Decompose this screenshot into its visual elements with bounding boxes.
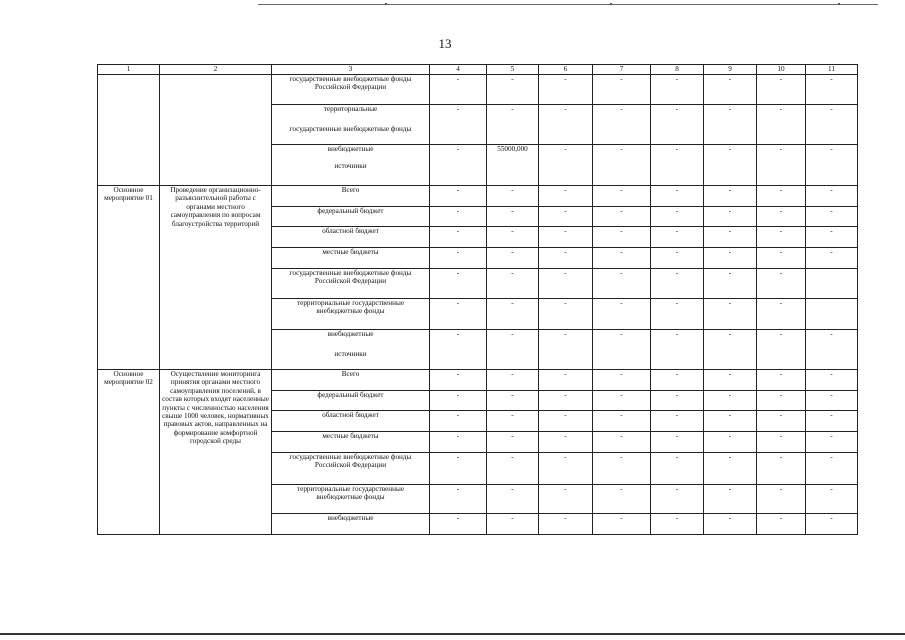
amount-cell: -: [430, 269, 487, 299]
amount-cell: -: [704, 370, 757, 391]
funding-source: государственные внебюджетные фонды Российской Федерации: [272, 75, 430, 105]
scan-dot: [385, 3, 387, 5]
amount-cell: -: [487, 432, 539, 453]
column-header: 5: [487, 65, 539, 75]
amount-cell: -: [430, 391, 487, 411]
amount-cell: -: [704, 227, 757, 248]
amount-cell: -: [704, 453, 757, 485]
funding-source: [272, 105, 430, 145]
scan-dot: [838, 3, 840, 5]
amount-cell: -: [704, 269, 757, 299]
budget-table: [97, 64, 858, 535]
amount-cell: -: [704, 411, 757, 432]
amount-cell: -: [651, 248, 704, 269]
funding-source: территориальные государственные внебюджетные фонды: [272, 485, 430, 514]
column-header: 6: [539, 65, 593, 75]
funding-source-line: внебюджетные: [327, 330, 374, 338]
amount-cell: -: [593, 330, 651, 370]
amount-cell: -: [539, 186, 593, 207]
amount-cell: -: [651, 453, 704, 485]
amount-cell: [806, 269, 858, 299]
amount-cell: -: [806, 485, 858, 514]
amount-cell: -: [806, 227, 858, 248]
column-header: 10: [757, 65, 806, 75]
amount-cell: -: [704, 432, 757, 453]
amount-cell: -: [651, 370, 704, 391]
amount-cell: -: [806, 432, 858, 453]
amount-cell: -: [487, 514, 539, 535]
amount-cell: -: [539, 269, 593, 299]
page-number: 13: [438, 36, 452, 51]
amount-cell: -: [539, 227, 593, 248]
amount-cell: -: [651, 207, 704, 227]
amount-cell: -: [539, 330, 593, 370]
column-header: 9: [704, 65, 757, 75]
column-header: 3: [272, 65, 430, 75]
funding-source: Всего: [272, 186, 430, 207]
amount-cell: -: [651, 391, 704, 411]
amount-cell: -: [487, 105, 539, 145]
amount-cell: -: [704, 299, 757, 330]
amount-cell: -: [757, 330, 806, 370]
column-header: 1: [98, 65, 160, 75]
funding-source-line: территориальные: [323, 105, 378, 113]
amount-cell: -: [806, 207, 858, 227]
amount-cell: -: [704, 514, 757, 535]
funding-source: федеральный бюджет: [272, 207, 430, 227]
amount-cell: -: [806, 411, 858, 432]
funding-source: внебюджетные: [272, 514, 430, 535]
amount-cell: -: [539, 75, 593, 105]
measure-name: Осуществление мониторинга принятия органами местного самоуправления поселений, в состав которых входят населенные пункты с численностью населения свыше 1000 человек, нормативных правовых актов, направленных на формирование комфортной городской среды: [160, 370, 272, 535]
amount-cell: -: [704, 330, 757, 370]
amount-cell: -: [487, 411, 539, 432]
amount-cell: -: [539, 514, 593, 535]
funding-source-line: источники: [334, 350, 367, 359]
top-scan-rule: [258, 4, 878, 5]
funding-source: [272, 330, 430, 370]
table-row: [98, 75, 858, 105]
bottom-scan-edge: [0, 633, 905, 635]
funding-source: территориальные государственные внебюджетные фонды: [272, 299, 430, 330]
amount-cell: -: [430, 207, 487, 227]
scan-dot: [610, 3, 612, 5]
amount-cell: -: [539, 248, 593, 269]
funding-source: местные бюджеты: [272, 248, 430, 269]
amount-cell: -: [593, 145, 651, 186]
amount-cell: -: [539, 391, 593, 411]
amount-cell: -: [806, 453, 858, 485]
amount-cell: -: [651, 186, 704, 207]
funding-source-line: государственные внебюджетные фонды: [289, 125, 412, 134]
funding-source: государственные внебюджетные фонды Российской Федерации: [272, 269, 430, 299]
amount-cell: -: [651, 485, 704, 514]
amount-cell: -: [651, 75, 704, 105]
amount-cell: -: [539, 105, 593, 145]
amount-cell: -: [704, 186, 757, 207]
amount-cell: -: [539, 432, 593, 453]
amount-cell: -: [593, 391, 651, 411]
funding-source: федеральный бюджет: [272, 391, 430, 411]
amount-cell: -: [593, 105, 651, 145]
amount-cell: -: [593, 453, 651, 485]
amount-cell: -: [651, 269, 704, 299]
amount-cell: -: [806, 105, 858, 145]
amount-cell: [806, 299, 858, 330]
amount-cell: -: [430, 453, 487, 485]
amount-cell: -: [487, 391, 539, 411]
amount-cell: -: [651, 299, 704, 330]
amount-cell: -: [806, 186, 858, 207]
amount-cell: -: [806, 330, 858, 370]
amount-cell: -: [757, 186, 806, 207]
funding-source-line: источники: [334, 162, 367, 171]
amount-cell: -: [593, 269, 651, 299]
amount-cell: -: [593, 514, 651, 535]
amount-cell: -: [539, 207, 593, 227]
amount-cell: -: [757, 432, 806, 453]
amount-cell: -: [593, 248, 651, 269]
amount-cell: -: [757, 485, 806, 514]
amount-cell: -: [704, 391, 757, 411]
amount-cell: -: [806, 75, 858, 105]
amount-cell: -: [487, 227, 539, 248]
amount-cell: -: [593, 370, 651, 391]
column-header: 7: [593, 65, 651, 75]
measure-code: Основное мероприятие 02: [98, 370, 160, 535]
column-header: 8: [651, 65, 704, 75]
funding-source: областной бюджет: [272, 227, 430, 248]
amount-cell: -: [757, 391, 806, 411]
amount-cell: -: [430, 370, 487, 391]
amount-cell: -: [593, 186, 651, 207]
amount-cell: -: [487, 299, 539, 330]
amount-cell: -: [593, 411, 651, 432]
amount-cell: -: [651, 330, 704, 370]
amount-cell: -: [430, 145, 487, 186]
amount-cell: -: [430, 75, 487, 105]
amount-cell: -: [430, 248, 487, 269]
amount-cell: -: [651, 514, 704, 535]
amount-cell: -: [757, 299, 806, 330]
amount-cell: -: [704, 207, 757, 227]
amount-cell: -: [593, 207, 651, 227]
amount-cell: -: [430, 186, 487, 207]
amount-cell: -: [757, 453, 806, 485]
amount-cell: -: [593, 299, 651, 330]
amount-cell: -: [487, 186, 539, 207]
amount-cell: -: [757, 269, 806, 299]
amount-cell: -: [430, 514, 487, 535]
amount-cell: -: [806, 514, 858, 535]
amount-cell: -: [539, 370, 593, 391]
funding-source: местные бюджеты: [272, 432, 430, 453]
amount-cell: -: [539, 485, 593, 514]
amount-cell: -: [593, 432, 651, 453]
amount-cell: -: [651, 411, 704, 432]
funding-source: Всего: [272, 370, 430, 391]
empty-cell: [98, 75, 160, 186]
amount-cell: -: [487, 75, 539, 105]
amount-cell: -: [487, 207, 539, 227]
amount-cell: -: [757, 248, 806, 269]
amount-cell: -: [651, 432, 704, 453]
amount-cell: -: [806, 248, 858, 269]
column-header: 11: [806, 65, 858, 75]
amount-cell: -: [487, 453, 539, 485]
amount-cell: -: [487, 485, 539, 514]
amount-cell: -: [539, 299, 593, 330]
header-row: [98, 65, 858, 75]
funding-source: государственные внебюджетные фонды Российской Федерации: [272, 453, 430, 485]
amount-cell: -: [757, 145, 806, 186]
amount-cell: -: [757, 105, 806, 145]
amount-cell: -: [757, 370, 806, 391]
amount-cell: -: [757, 514, 806, 535]
amount-cell: -: [651, 227, 704, 248]
amount-cell: -: [430, 227, 487, 248]
amount-cell: -: [430, 330, 487, 370]
amount-cell: -: [430, 411, 487, 432]
column-header: 4: [430, 65, 487, 75]
amount-cell: -: [430, 485, 487, 514]
funding-source-line: внебюджетные: [327, 145, 374, 153]
amount-cell: -: [704, 485, 757, 514]
amount-cell: -: [539, 453, 593, 485]
amount-cell: -: [757, 75, 806, 105]
amount-cell: -: [704, 248, 757, 269]
empty-cell: [160, 75, 272, 186]
amount-cell: -: [757, 207, 806, 227]
amount-cell: -: [757, 411, 806, 432]
table-row: [98, 370, 858, 391]
amount-cell: -: [704, 75, 757, 105]
amount-cell: -: [651, 105, 704, 145]
amount-cell: -: [430, 432, 487, 453]
column-header: 2: [160, 65, 272, 75]
funding-source: [272, 145, 430, 186]
measure-name: Проведение организационно-разъяснительной работы с органами местного самоуправления по вопросам благоустройства территорий: [160, 186, 272, 370]
amount-cell: -: [487, 370, 539, 391]
amount-cell: 55000,000: [487, 145, 539, 186]
amount-cell: -: [806, 145, 858, 186]
amount-cell: -: [430, 299, 487, 330]
amount-cell: -: [704, 145, 757, 186]
amount-cell: -: [593, 485, 651, 514]
amount-cell: -: [806, 370, 858, 391]
amount-cell: -: [539, 411, 593, 432]
amount-cell: -: [539, 145, 593, 186]
amount-cell: -: [487, 269, 539, 299]
amount-cell: -: [487, 248, 539, 269]
amount-cell: -: [487, 330, 539, 370]
amount-cell: -: [593, 75, 651, 105]
measure-code: Основное мероприятие 01: [98, 186, 160, 370]
amount-cell: -: [651, 145, 704, 186]
amount-cell: -: [704, 105, 757, 145]
amount-cell: -: [430, 105, 487, 145]
funding-source: областной бюджет: [272, 411, 430, 432]
amount-cell: -: [757, 227, 806, 248]
table-row: [98, 186, 858, 207]
amount-cell: -: [593, 227, 651, 248]
amount-cell: -: [806, 391, 858, 411]
